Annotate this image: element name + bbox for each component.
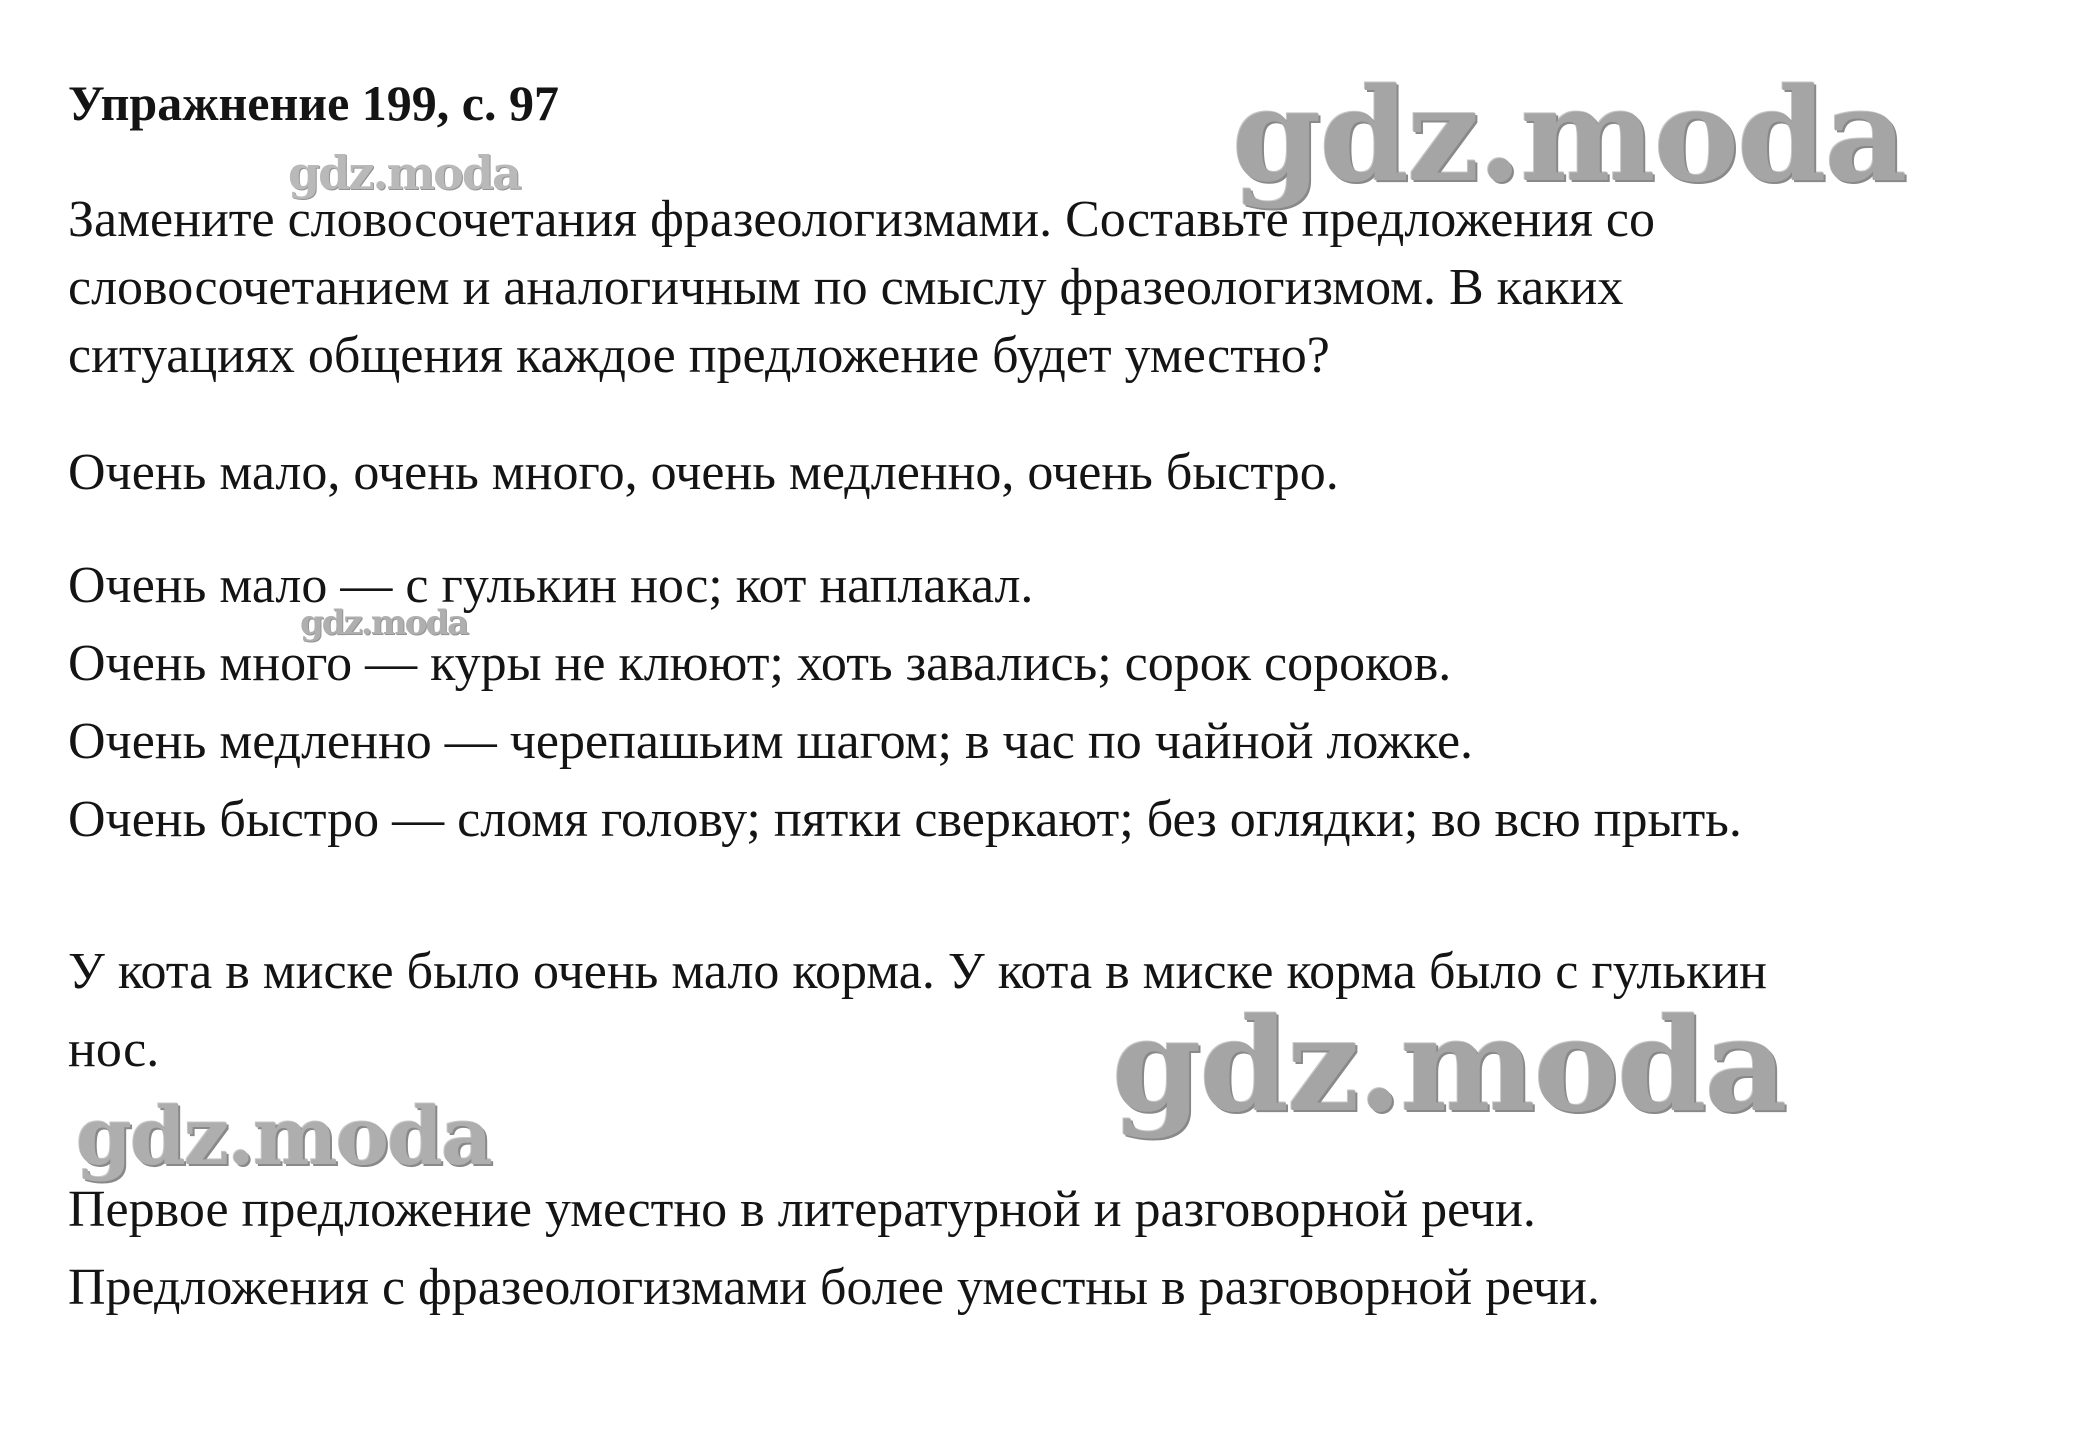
exercise-title: Упражнение 199, с. 97	[68, 75, 559, 131]
example-line-2: нос.	[68, 1021, 160, 1078]
watermark-top-right: gdz.moda	[1232, 61, 1906, 211]
phrases-line: Очень мало, очень много, очень медленно, очень быстро.	[68, 444, 1339, 501]
conclusion-line-1: Первое предложение уместно в литературной и разговорной речи.	[68, 1181, 1536, 1238]
answer-line-1: Очень мало — с гулькин нос; кот наплакал.	[68, 557, 1034, 614]
watermark-bottom-center: gdz.moda	[1112, 991, 1786, 1141]
conclusion-line-2: Предложения с фразеологизмами более уместны в разговорной речи.	[68, 1259, 1600, 1316]
task-line-2: словосочетанием и аналогичным по смыслу фразеологизмом. В каких	[68, 259, 1624, 316]
answer-line-2: Очень много — куры не клюют; хоть завались; сорок сороков.	[68, 635, 1452, 692]
watermark-bottom-left: gdz.moda	[76, 1089, 491, 1183]
answer-line-4: Очень быстро — сломя голову; пятки сверкают; без оглядки; во всю прыть.	[68, 791, 1742, 848]
watermark-middle: gdz.moda	[300, 603, 468, 643]
task-line-1: Замените словосочетания фразеологизмами. Составьте предложения со	[68, 191, 1655, 248]
watermark-top-left: gdz.moda	[288, 146, 520, 200]
example-line-1: У кота в миске было очень мало корма. У кота в миске корма было с гулькин	[68, 943, 1768, 1000]
answer-line-3: Очень медленно — черепашьим шагом; в час по чайной ложке.	[68, 713, 1474, 770]
task-line-3: ситуациях общения каждое предложение будет уместно?	[68, 327, 1330, 384]
